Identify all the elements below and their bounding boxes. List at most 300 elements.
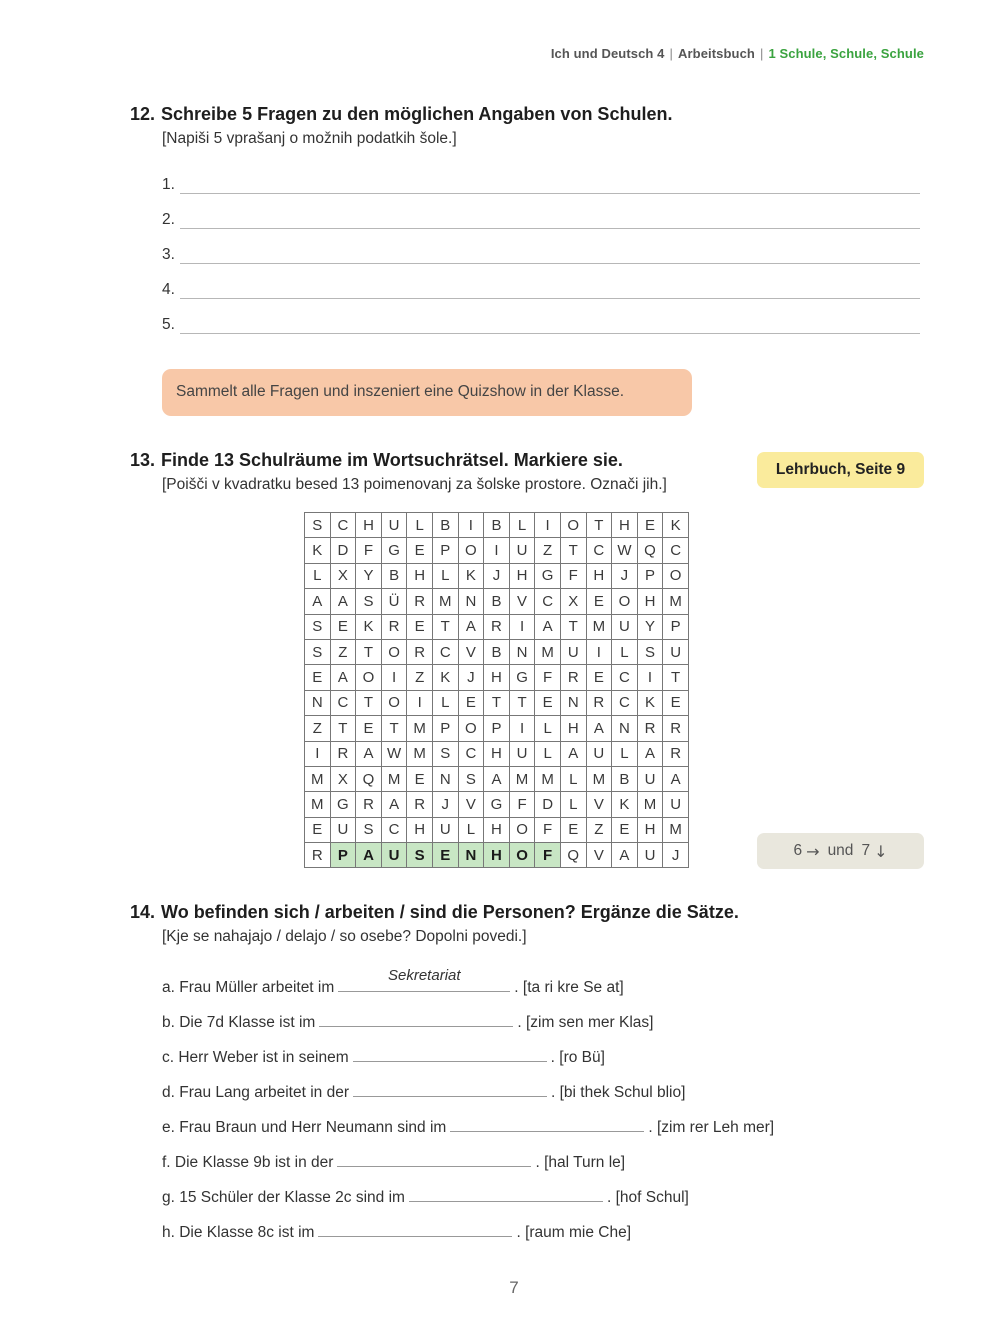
grid-cell[interactable]: R <box>407 589 433 614</box>
grid-cell[interactable]: U <box>637 766 663 791</box>
grid-cell[interactable]: O <box>381 690 407 715</box>
grid-cell[interactable]: S <box>356 817 382 842</box>
grid-cell[interactable]: E <box>612 817 638 842</box>
answer-blank[interactable] <box>318 1218 512 1237</box>
grid-cell[interactable]: O <box>612 589 638 614</box>
grid-cell[interactable]: R <box>637 716 663 741</box>
grid-cell[interactable]: S <box>432 741 458 766</box>
page-number: 7 <box>509 1278 519 1297</box>
hint-number: 6 <box>793 842 803 859</box>
grid-cell[interactable]: J <box>484 563 510 588</box>
sentence-text: f. Die Klasse 9b ist in der <box>162 1154 334 1171</box>
grid-cell[interactable]: W <box>612 538 638 563</box>
grid-cell[interactable]: S <box>458 766 484 791</box>
sentence-text: b. Die 7d Klasse ist im <box>162 1014 316 1031</box>
grid-cell[interactable]: H <box>484 741 510 766</box>
grid-cell[interactable]: D <box>535 792 561 817</box>
grid-row <box>305 792 689 817</box>
book-type: Arbeitsbuch <box>678 46 755 61</box>
grid-row <box>305 513 689 538</box>
grid-cell[interactable]: E <box>305 817 331 842</box>
grid-cell[interactable]: N <box>612 716 638 741</box>
sentence-text: d. Frau Lang arbeitet in der <box>162 1084 349 1101</box>
scrambled-hint: [hof Schul] <box>615 1189 689 1206</box>
grid-row <box>305 538 689 563</box>
line-number: 1. <box>162 176 175 193</box>
grid-cell[interactable]: O <box>509 843 535 868</box>
grid-cell[interactable]: G <box>381 538 407 563</box>
grid-cell[interactable]: X <box>330 766 356 791</box>
grid-cell[interactable]: F <box>560 563 586 588</box>
answer-blank[interactable] <box>338 967 510 992</box>
grid-cell[interactable]: M <box>535 639 561 664</box>
header-separator: | <box>669 46 673 61</box>
answer-blank[interactable] <box>353 1043 547 1062</box>
grid-cell[interactable]: H <box>356 513 382 538</box>
grid-cell[interactable]: T <box>586 513 612 538</box>
grid-cell[interactable]: G <box>484 792 510 817</box>
grid-cell[interactable]: C <box>330 690 356 715</box>
grid-cell[interactable]: U <box>381 513 407 538</box>
grid-cell[interactable]: E <box>330 614 356 639</box>
grid-cell[interactable]: Z <box>535 538 561 563</box>
textbook-reference-badge: Lehrbuch, Seite 9 <box>757 452 924 488</box>
grid-cell[interactable]: C <box>432 639 458 664</box>
exercise-13-subtitle: [Poišči v kvadratku besed 13 poimenovanj za šolske prostore. Označi jih.] <box>162 476 667 493</box>
grid-cell[interactable]: E <box>637 513 663 538</box>
grid-cell[interactable]: S <box>305 513 331 538</box>
grid-cell[interactable]: O <box>381 639 407 664</box>
grid-cell[interactable]: K <box>432 665 458 690</box>
grid-cell[interactable]: H <box>560 716 586 741</box>
grid-cell[interactable]: L <box>535 741 561 766</box>
grid-cell[interactable]: M <box>586 766 612 791</box>
grid-cell[interactable]: J <box>663 843 689 868</box>
grid-cell[interactable]: E <box>560 817 586 842</box>
grid-cell[interactable]: P <box>637 563 663 588</box>
grid-cell[interactable]: A <box>586 716 612 741</box>
grid-cell[interactable]: M <box>407 716 433 741</box>
grid-cell[interactable]: Y <box>356 563 382 588</box>
grid-cell[interactable]: K <box>305 538 331 563</box>
grid-cell[interactable]: R <box>484 614 510 639</box>
grid-cell[interactable]: H <box>484 843 510 868</box>
answer-line-2[interactable] <box>162 211 920 231</box>
grid-cell[interactable]: T <box>560 614 586 639</box>
grid-cell[interactable]: M <box>381 766 407 791</box>
scrambled-hint: [hal Turn le] <box>544 1154 626 1171</box>
answer-line-3[interactable] <box>162 246 920 266</box>
answer-blank[interactable] <box>353 1078 547 1097</box>
grid-cell[interactable]: E <box>356 716 382 741</box>
grid-cell[interactable]: W <box>381 741 407 766</box>
grid-cell[interactable]: A <box>356 741 382 766</box>
grid-cell[interactable]: G <box>535 563 561 588</box>
grid-cell[interactable]: L <box>535 716 561 741</box>
exercise-number: 12. <box>130 104 156 124</box>
grid-cell[interactable]: I <box>509 716 535 741</box>
grid-cell[interactable]: E <box>535 690 561 715</box>
grid-cell[interactable]: L <box>407 513 433 538</box>
grid-cell[interactable]: B <box>612 766 638 791</box>
answer-blank[interactable] <box>319 1008 513 1027</box>
exercise-12-subtitle: [Napiši 5 vprašanj o možnih podatkih šole.] <box>162 130 457 147</box>
scrambled-hint: [zim rer Leh mer] <box>656 1119 775 1136</box>
grid-cell[interactable]: Ü <box>381 589 407 614</box>
hint-number: 7 <box>861 842 871 859</box>
grid-cell[interactable]: K <box>356 614 382 639</box>
grid-row <box>305 716 689 741</box>
grid-cell[interactable]: H <box>484 665 510 690</box>
grid-cell[interactable]: L <box>432 563 458 588</box>
grid-cell[interactable]: F <box>535 817 561 842</box>
grid-cell[interactable]: T <box>381 716 407 741</box>
grid-cell[interactable]: U <box>560 639 586 664</box>
line-number: 4. <box>162 281 175 298</box>
grid-cell[interactable]: U <box>663 792 689 817</box>
grid-cell[interactable]: L <box>458 817 484 842</box>
grid-cell[interactable]: B <box>432 513 458 538</box>
sentence-d: d. Frau Lang arbeitet in der . [bi thek Schul blio] <box>162 1078 685 1100</box>
grid-cell[interactable]: R <box>381 614 407 639</box>
grid-cell[interactable]: V <box>509 589 535 614</box>
answer-blank[interactable] <box>450 1113 644 1132</box>
grid-cell[interactable]: E <box>407 766 433 791</box>
writing-rule <box>180 193 920 194</box>
arrow-down-icon: ↓ <box>874 841 888 861</box>
grid-cell[interactable]: E <box>586 589 612 614</box>
exercise-14-title <box>130 902 739 923</box>
grid-cell[interactable]: B <box>484 589 510 614</box>
grid-cell[interactable]: D <box>330 538 356 563</box>
grid-cell[interactable]: L <box>305 563 331 588</box>
grid-cell[interactable]: E <box>458 690 484 715</box>
grid-cell[interactable]: T <box>509 690 535 715</box>
grid-row <box>305 690 689 715</box>
grid-cell[interactable]: A <box>330 589 356 614</box>
grid-cell[interactable]: A <box>663 766 689 791</box>
exercise-number: 14. <box>130 902 156 922</box>
sentence-b: b. Die 7d Klasse ist im . [zim sen mer Klas] <box>162 1008 653 1030</box>
grid-cell[interactable]: R <box>330 741 356 766</box>
grid-cell[interactable]: V <box>586 792 612 817</box>
grid-cell[interactable]: U <box>432 817 458 842</box>
grid-cell[interactable]: B <box>484 639 510 664</box>
grid-cell[interactable]: X <box>330 563 356 588</box>
grid-cell[interactable]: C <box>381 817 407 842</box>
grid-cell[interactable]: F <box>356 538 382 563</box>
grid-cell[interactable]: O <box>509 817 535 842</box>
answer-text: Sekretariat <box>388 967 461 984</box>
grid-cell[interactable]: N <box>432 766 458 791</box>
grid-row <box>305 766 689 791</box>
grid-cell[interactable]: C <box>663 538 689 563</box>
grid-row <box>305 665 689 690</box>
answer-blank[interactable] <box>337 1148 531 1167</box>
sentence-text: h. Die Klasse 8c ist im <box>162 1224 315 1241</box>
grid-cell[interactable]: O <box>663 563 689 588</box>
grid-cell[interactable]: A <box>637 741 663 766</box>
grid-cell[interactable]: H <box>484 817 510 842</box>
grid-cell[interactable]: U <box>637 843 663 868</box>
grid-cell[interactable]: I <box>381 665 407 690</box>
grid-cell[interactable]: U <box>381 843 407 868</box>
grid-cell[interactable]: J <box>432 792 458 817</box>
grid-cell[interactable]: V <box>458 639 484 664</box>
grid-cell[interactable]: Z <box>407 665 433 690</box>
grid-cell[interactable]: M <box>637 792 663 817</box>
grid-cell[interactable]: C <box>612 665 638 690</box>
grid-cell[interactable]: S <box>305 639 331 664</box>
grid-cell[interactable]: A <box>484 766 510 791</box>
grid-cell[interactable]: L <box>509 513 535 538</box>
grid-cell[interactable]: R <box>663 741 689 766</box>
writing-rule <box>180 263 920 264</box>
grid-cell[interactable]: C <box>330 513 356 538</box>
grid-cell[interactable]: A <box>356 843 382 868</box>
grid-cell[interactable]: C <box>586 538 612 563</box>
grid-cell[interactable]: M <box>432 589 458 614</box>
grid-cell[interactable]: U <box>586 741 612 766</box>
grid-cell[interactable]: P <box>663 614 689 639</box>
grid-cell[interactable]: E <box>586 665 612 690</box>
scrambled-hint: [ta ri kre Se at] <box>522 979 624 996</box>
grid-cell[interactable]: U <box>330 817 356 842</box>
grid-cell[interactable]: R <box>356 792 382 817</box>
word-search-grid <box>304 512 689 868</box>
grid-cell[interactable]: L <box>612 639 638 664</box>
grid-cell[interactable]: H <box>407 817 433 842</box>
grid-cell[interactable]: N <box>305 690 331 715</box>
grid-cell[interactable]: M <box>586 614 612 639</box>
grid-cell[interactable]: U <box>509 741 535 766</box>
exercise-12-title <box>130 104 672 125</box>
grid-cell[interactable]: M <box>305 792 331 817</box>
grid-row <box>305 741 689 766</box>
grid-cell[interactable]: A <box>381 792 407 817</box>
grid-cell[interactable]: S <box>637 639 663 664</box>
book-title: Ich und Deutsch 4 <box>550 46 665 61</box>
grid-cell[interactable]: H <box>586 563 612 588</box>
grid-cell[interactable]: C <box>612 690 638 715</box>
grid-cell[interactable]: I <box>458 513 484 538</box>
grid-cell[interactable]: A <box>612 843 638 868</box>
writing-rule <box>180 333 920 334</box>
grid-cell[interactable]: U <box>612 614 638 639</box>
scrambled-hint: [raum mie Che] <box>525 1224 632 1241</box>
grid-cell[interactable]: I <box>535 513 561 538</box>
answer-line-4[interactable] <box>162 281 920 301</box>
grid-row <box>305 563 689 588</box>
grid-cell[interactable]: R <box>305 843 331 868</box>
grid-cell[interactable]: A <box>560 741 586 766</box>
grid-cell[interactable]: F <box>535 665 561 690</box>
grid-cell[interactable]: M <box>407 741 433 766</box>
grid-cell[interactable]: L <box>560 766 586 791</box>
grid-cell[interactable]: T <box>356 639 382 664</box>
grid-cell[interactable]: I <box>637 665 663 690</box>
grid-cell[interactable]: L <box>612 741 638 766</box>
grid-cell[interactable]: N <box>560 690 586 715</box>
grid-cell[interactable]: H <box>612 513 638 538</box>
grid-cell[interactable]: M <box>663 589 689 614</box>
grid-cell[interactable]: S <box>407 843 433 868</box>
grid-cell[interactable]: P <box>330 843 356 868</box>
scrambled-hint: [ro Bü] <box>559 1049 605 1066</box>
grid-cell[interactable]: H <box>509 563 535 588</box>
grid-cell[interactable]: O <box>458 538 484 563</box>
grid-row <box>305 639 689 664</box>
sentence-e: e. Frau Braun und Herr Neumann sind im . [zim rer Leh mer] <box>162 1113 774 1135</box>
grid-cell[interactable]: P <box>432 716 458 741</box>
grid-cell[interactable]: Z <box>586 817 612 842</box>
grid-cell[interactable]: R <box>663 716 689 741</box>
grid-cell[interactable]: S <box>356 589 382 614</box>
sentence-c: c. Herr Weber ist in seinem . [ro Bü] <box>162 1043 605 1065</box>
sentence-f: f. Die Klasse 9b ist in der . [hal Turn le] <box>162 1148 625 1170</box>
grid-cell[interactable]: K <box>663 513 689 538</box>
grid-cell[interactable]: T <box>356 690 382 715</box>
header-separator: | <box>759 46 764 61</box>
grid-cell[interactable]: A <box>330 665 356 690</box>
grid-cell[interactable]: R <box>560 665 586 690</box>
grid-cell[interactable]: E <box>663 690 689 715</box>
grid-cell[interactable]: T <box>432 614 458 639</box>
grid-cell[interactable]: E <box>305 665 331 690</box>
grid-cell[interactable]: O <box>560 513 586 538</box>
grid-cell[interactable]: Z <box>305 716 331 741</box>
sentence-text: e. Frau Braun und Herr Neumann sind im <box>162 1119 447 1136</box>
grid-cell[interactable]: I <box>484 538 510 563</box>
grid-cell[interactable]: N <box>458 589 484 614</box>
exercise-14-subtitle: [Kje se nahajajo / delajo / so osebe? Dopolni povedi.] <box>162 928 527 945</box>
grid-cell[interactable]: J <box>458 665 484 690</box>
exercise-13-title <box>130 450 623 471</box>
grid-cell[interactable]: G <box>509 665 535 690</box>
exercise-title-text: Schreibe 5 Fragen zu den möglichen Angaben von Schulen. <box>161 104 673 124</box>
sentence-g: g. 15 Schüler der Klasse 2c sind im . [hof Schul] <box>162 1183 689 1205</box>
grid-cell[interactable]: T <box>484 690 510 715</box>
grid-cell[interactable]: E <box>407 614 433 639</box>
grid-cell[interactable]: X <box>560 589 586 614</box>
arrow-right-icon: → <box>806 841 820 861</box>
grid-cell[interactable]: A <box>535 614 561 639</box>
hint-und: und <box>827 842 854 859</box>
grid-cell[interactable]: P <box>484 716 510 741</box>
grid-cell[interactable]: R <box>407 639 433 664</box>
writing-rule <box>180 228 920 229</box>
grid-cell[interactable]: T <box>663 665 689 690</box>
line-number: 3. <box>162 246 175 263</box>
grid-cell[interactable]: V <box>586 843 612 868</box>
grid-cell[interactable]: C <box>535 589 561 614</box>
grid-cell[interactable]: I <box>407 690 433 715</box>
chapter-title: 1 Schule, Schule, Schule <box>768 46 924 61</box>
grid-row <box>305 589 689 614</box>
grid-cell[interactable]: U <box>663 639 689 664</box>
grid-cell[interactable]: L <box>432 690 458 715</box>
exercise-number: 13. <box>130 450 156 470</box>
grid-cell[interactable]: Q <box>637 538 663 563</box>
grid-cell[interactable]: I <box>305 741 331 766</box>
grid-cell[interactable]: H <box>637 817 663 842</box>
grid-cell[interactable]: C <box>458 741 484 766</box>
grid-cell[interactable]: Q <box>356 766 382 791</box>
exercise-title-text: Finde 13 Schulräume im Wortsuchrätsel. Markiere sie. <box>161 450 623 470</box>
grid-row <box>305 817 689 842</box>
line-number: 2. <box>162 211 175 228</box>
grid-cell[interactable]: N <box>509 639 535 664</box>
grid-row <box>305 614 689 639</box>
grid-cell[interactable]: I <box>586 639 612 664</box>
grid-cell[interactable]: K <box>637 690 663 715</box>
line-number: 5. <box>162 316 175 333</box>
grid-cell[interactable]: L <box>560 792 586 817</box>
sentence-h: h. Die Klasse 8c ist im . [raum mie Che] <box>162 1218 631 1240</box>
grid-cell[interactable]: Z <box>330 639 356 664</box>
grid-cell[interactable]: O <box>356 665 382 690</box>
grid-cell[interactable]: M <box>535 766 561 791</box>
scrambled-hint: [zim sen mer Klas] <box>525 1014 654 1031</box>
grid-cell[interactable]: B <box>381 563 407 588</box>
grid-cell[interactable]: H <box>407 563 433 588</box>
exercise-title-text: Wo befinden sich / arbeiten / sind die Personen? Ergänze die Sätze. <box>161 902 739 922</box>
grid-cell[interactable]: F <box>535 843 561 868</box>
grid-cell[interactable]: M <box>305 766 331 791</box>
grid-cell[interactable]: U <box>509 538 535 563</box>
grid-cell[interactable]: V <box>458 792 484 817</box>
grid-cell[interactable]: H <box>637 589 663 614</box>
grid-cell[interactable]: T <box>560 538 586 563</box>
page-header <box>551 46 924 61</box>
sentence-text: c. Herr Weber ist in seinem <box>162 1049 349 1066</box>
grid-cell[interactable]: J <box>612 563 638 588</box>
sentence-text: a. Frau Müller arbeitet im <box>162 979 335 996</box>
grid-cell[interactable]: E <box>407 538 433 563</box>
grid-cell[interactable]: M <box>509 766 535 791</box>
grid-cell[interactable]: O <box>458 716 484 741</box>
direction-hint-badge <box>757 833 924 869</box>
grid-cell[interactable]: R <box>407 792 433 817</box>
grid-cell[interactable]: Q <box>560 843 586 868</box>
grid-cell[interactable]: N <box>458 843 484 868</box>
sentence-a: a. Frau Müller arbeitet im Sekretariat . [ta ri kre Se at] <box>162 967 624 996</box>
grid-cell[interactable]: A <box>458 614 484 639</box>
grid-row <box>305 843 689 868</box>
writing-rule <box>180 298 920 299</box>
grid-cell[interactable]: T <box>330 716 356 741</box>
grid-cell[interactable]: K <box>458 563 484 588</box>
scrambled-hint: [bi thek Schul blio] <box>559 1084 686 1101</box>
grid-cell[interactable]: I <box>509 614 535 639</box>
grid-cell[interactable]: M <box>663 817 689 842</box>
grid-cell[interactable]: K <box>612 792 638 817</box>
grid-cell[interactable]: G <box>330 792 356 817</box>
grid-cell[interactable]: Y <box>637 614 663 639</box>
grid-cell[interactable]: B <box>484 513 510 538</box>
grid-cell[interactable]: E <box>432 843 458 868</box>
grid-cell[interactable]: A <box>305 589 331 614</box>
answer-line-1[interactable] <box>162 176 920 196</box>
tip-box: Sammelt alle Fragen und inszeniert eine Quizshow in der Klasse. <box>162 369 692 416</box>
grid-cell[interactable]: R <box>586 690 612 715</box>
answer-line-5[interactable] <box>162 316 920 336</box>
grid-cell[interactable]: P <box>432 538 458 563</box>
grid-cell[interactable]: F <box>509 792 535 817</box>
sentence-text: g. 15 Schüler der Klasse 2c sind im <box>162 1189 405 1206</box>
grid-cell[interactable]: S <box>305 614 331 639</box>
answer-blank[interactable] <box>409 1183 603 1202</box>
